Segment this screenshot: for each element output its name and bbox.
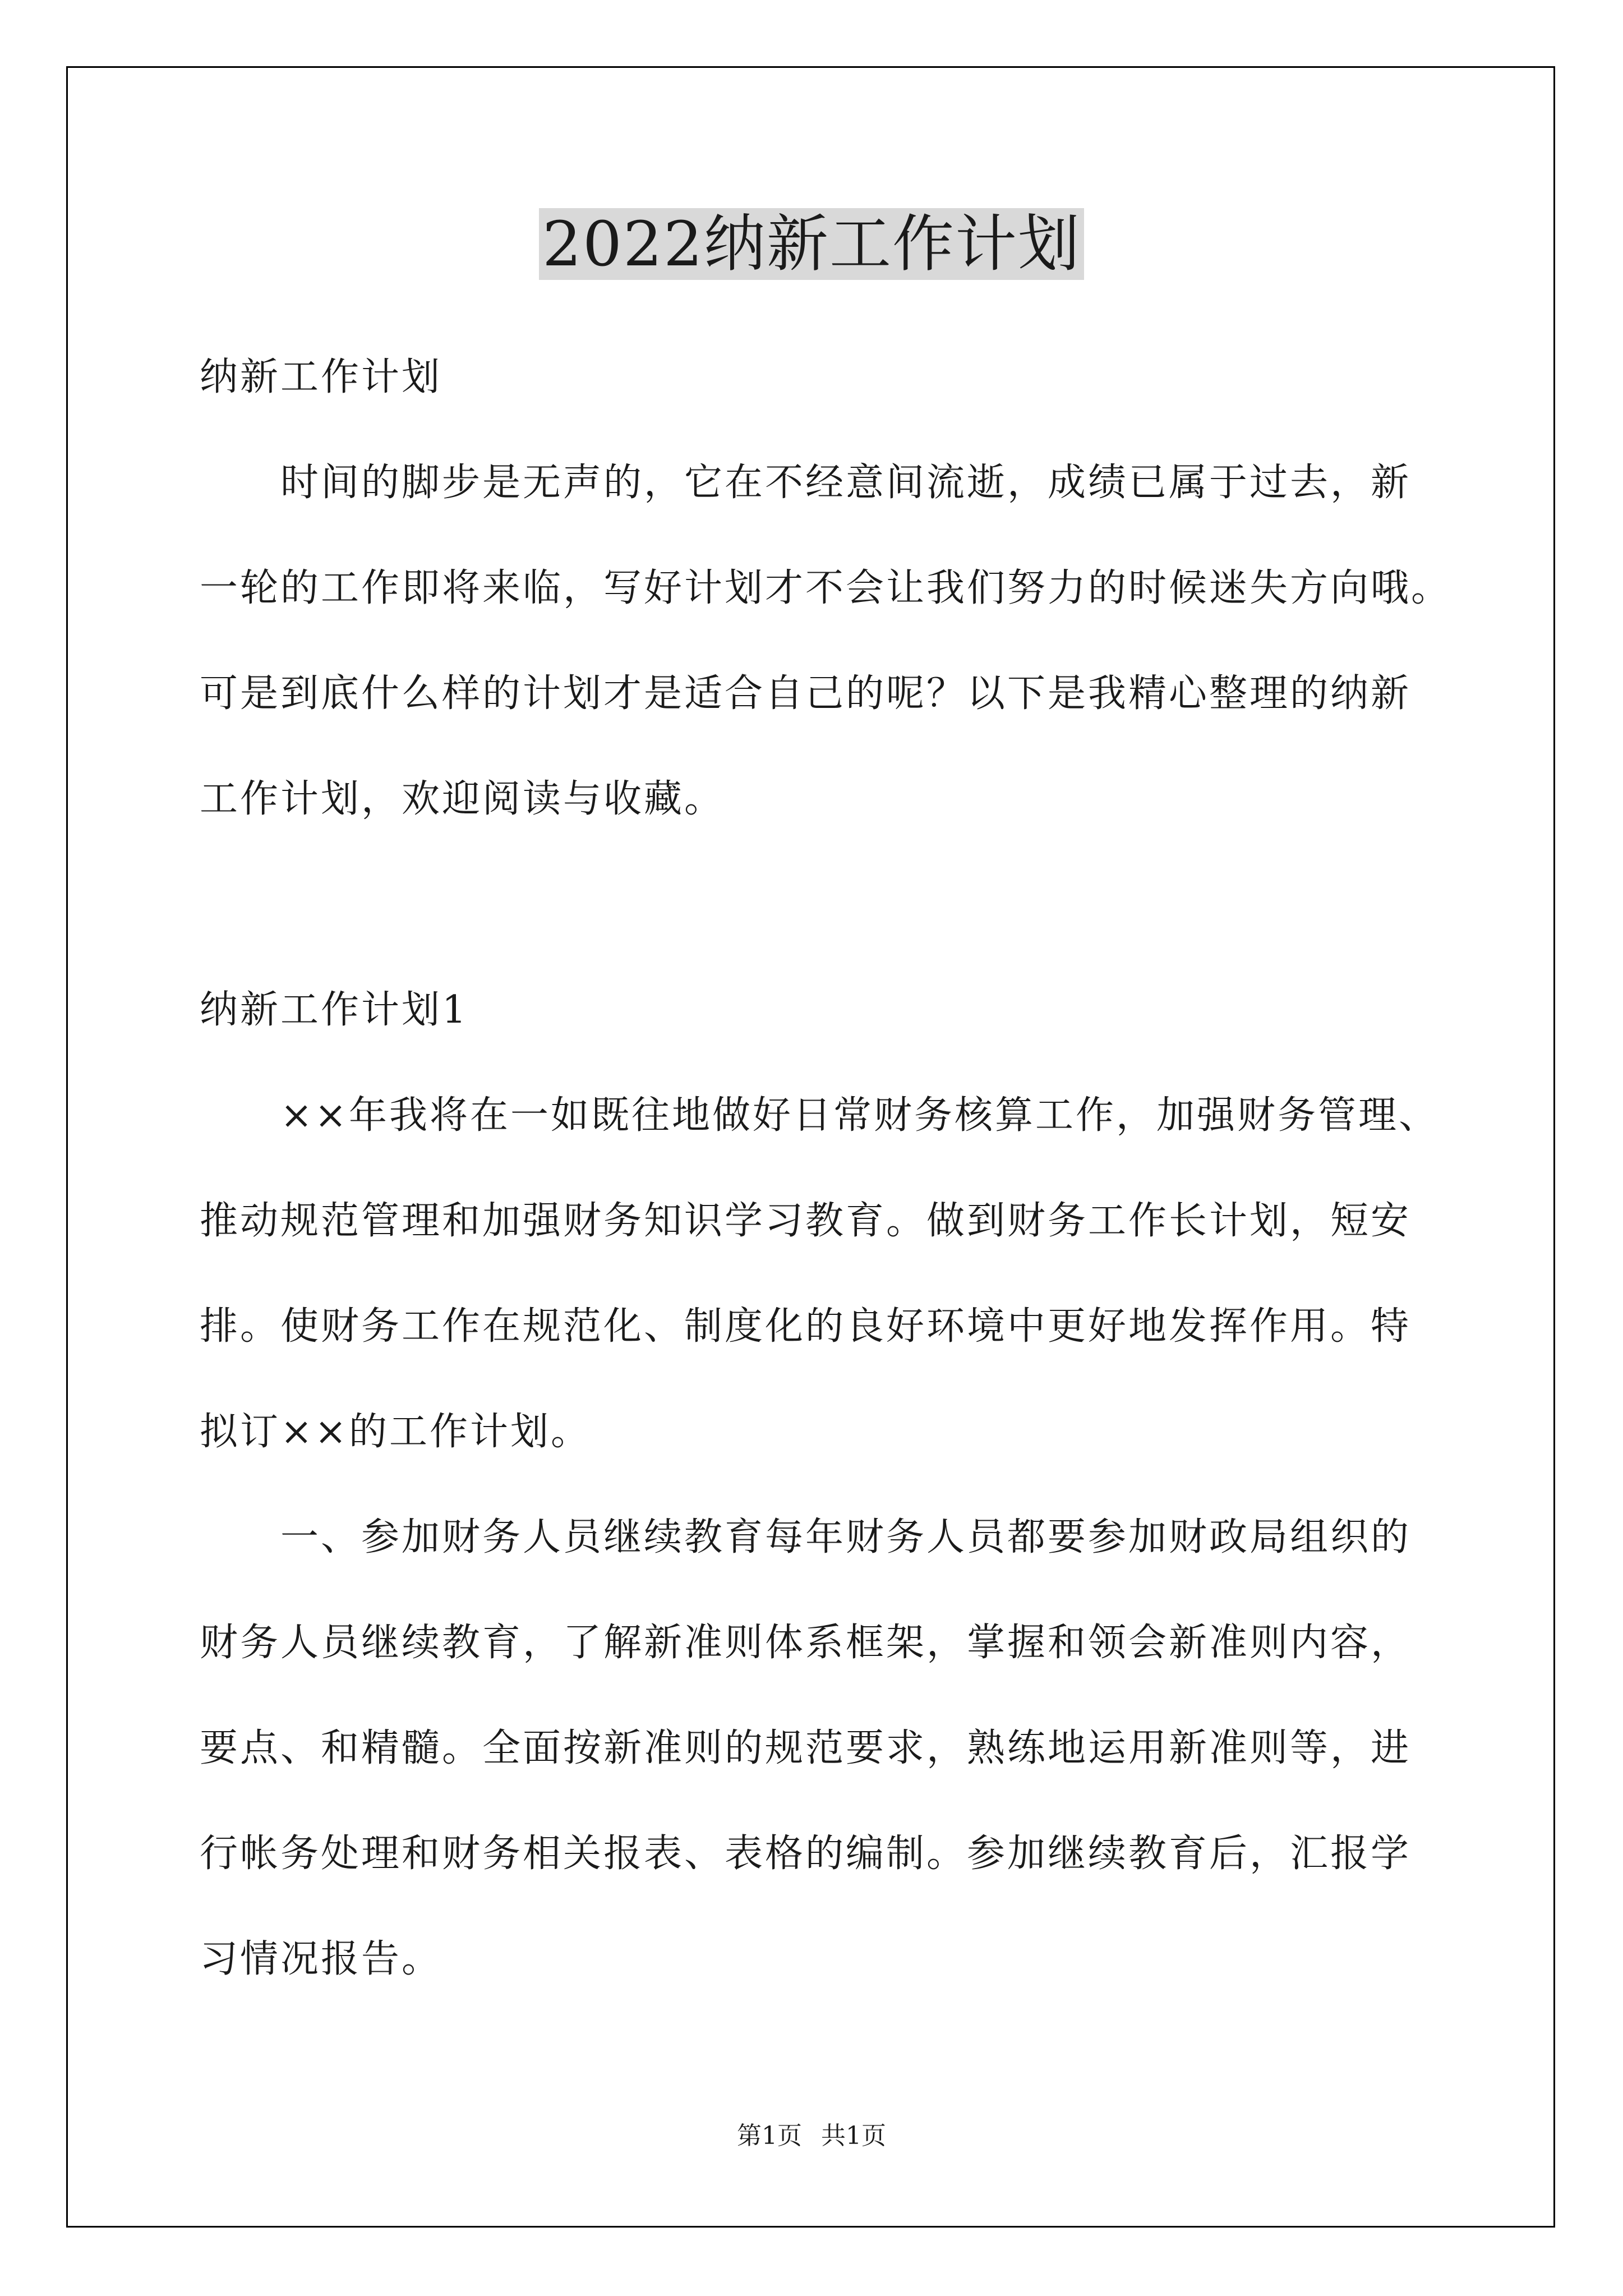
- document-title: [0, 205, 1623, 283]
- paragraph-line: 可是到底什么样的计划才是适合自己的呢？以下是我精心整理的纳新: [200, 671, 1412, 716]
- page-number-total: 共1页: [821, 2122, 886, 2150]
- paragraph-line: 推动规范管理和加强财务知识学习教育。做到财务工作长计划，短安: [200, 1199, 1412, 1243]
- section-heading: 纳新工作计划: [200, 355, 442, 399]
- section-heading: 纳新工作计划1: [200, 988, 469, 1032]
- paragraph-line: 拟订××的工作计划。: [200, 1410, 591, 1454]
- document-title-text: 2022纳新工作计划: [539, 208, 1084, 280]
- paragraph-line: 时间的脚步是无声的，它在不经意间流逝，成绩已属于过去，新: [200, 461, 1412, 505]
- paragraph-line: 排。使财务工作在规范化、制度化的良好环境中更好地发挥作用。特: [200, 1304, 1412, 1349]
- paragraph-line: 财务人员继续教育，了解新准则体系框架，掌握和领会新准则内容，: [200, 1621, 1412, 1665]
- paragraph-line: 习情况报告。: [200, 1937, 442, 1981]
- paragraph-line: 一轮的工作即将来临，写好计划才不会让我们努力的时候迷失方向哦。: [200, 566, 1452, 610]
- page-footer: [0, 2119, 1623, 2153]
- paragraph-line: 行帐务处理和财务相关报表、表格的编制。参加继续教育后，汇报学: [200, 1832, 1412, 1876]
- paragraph-line: ××年我将在一如既往地做好日常财务核算工作，加强财务管理、: [200, 1093, 1439, 1138]
- page-number-current: 第1页: [737, 2122, 802, 2150]
- paragraph-line: 要点、和精髓。全面按新准则的规范要求，熟练地运用新准则等，进: [200, 1726, 1412, 1770]
- paragraph-line: 一、参加财务人员继续教育每年财务人员都要参加财政局组织的: [200, 1515, 1412, 1559]
- paragraph-line: 工作计划，欢迎阅读与收藏。: [200, 777, 725, 821]
